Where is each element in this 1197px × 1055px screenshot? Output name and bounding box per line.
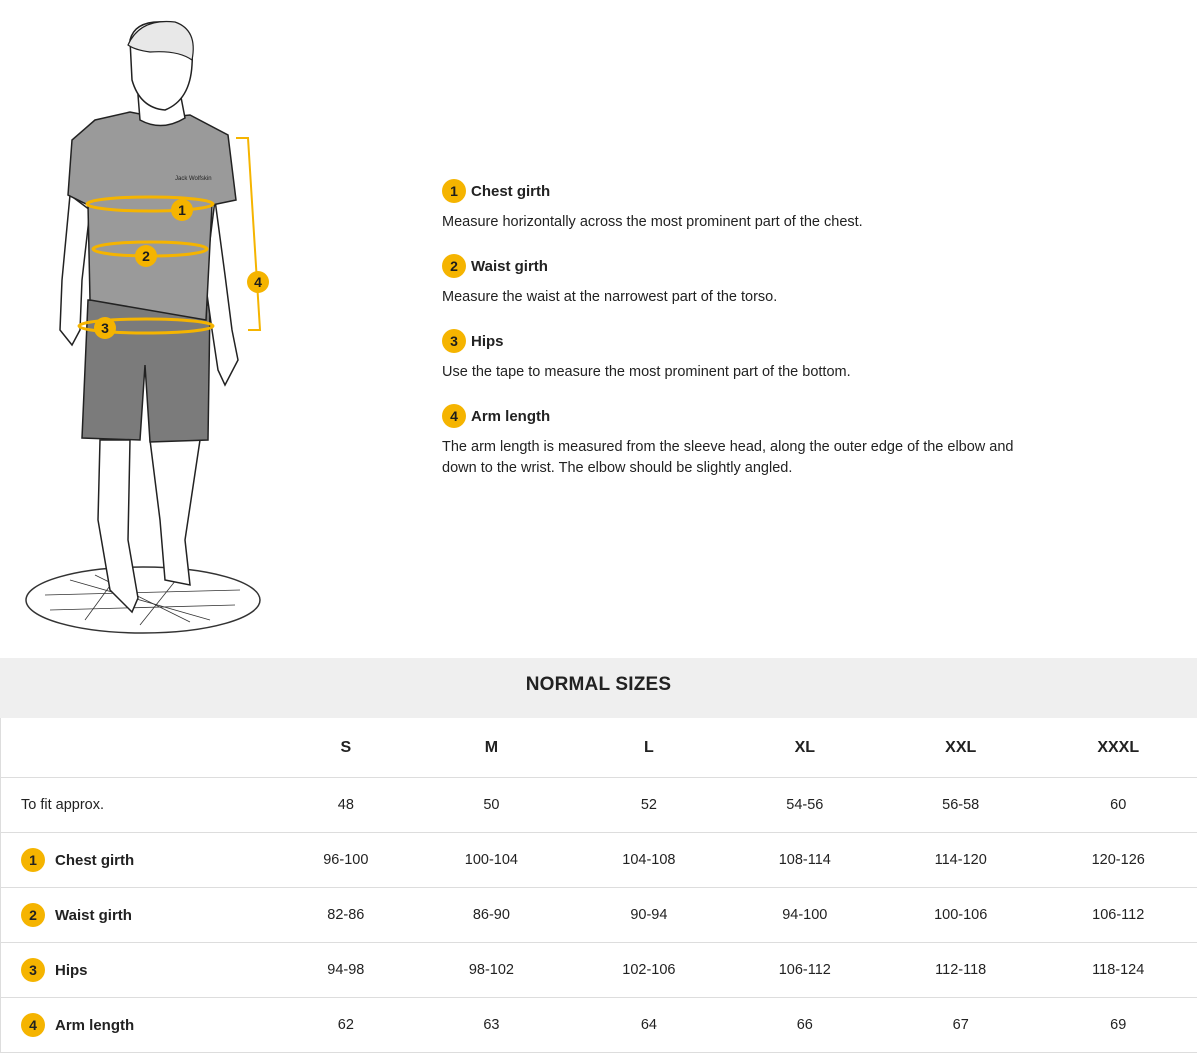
size-header-xxl: XXL xyxy=(882,718,1040,778)
table-cell: 118-124 xyxy=(1039,943,1197,998)
guide-description: Measure horizontally across the most prominent part of the chest. xyxy=(442,214,863,230)
table-row-chest xyxy=(1,833,1197,888)
guide-title: Hips xyxy=(471,332,504,350)
table-row-arm xyxy=(1,998,1197,1053)
measurement-illustration xyxy=(0,0,300,650)
guide-title: Arm length xyxy=(471,407,551,425)
row-label xyxy=(1,998,280,1053)
marker-2-waist: 2 xyxy=(135,245,157,267)
table-cell: 90-94 xyxy=(570,888,728,943)
table-cell: 52 xyxy=(570,778,728,833)
table-cell: 100-104 xyxy=(413,833,571,888)
table-row-fit xyxy=(1,778,1197,833)
table-cell: 50 xyxy=(413,778,571,833)
table-cell: 112-118 xyxy=(882,943,1040,998)
size-header-row xyxy=(1,718,1197,778)
row-label xyxy=(1,943,280,998)
marker-1-chest: 1 xyxy=(171,199,193,221)
guide-waist xyxy=(442,255,1042,308)
row-label-text: Chest girth xyxy=(55,851,135,869)
number-badge: 2 xyxy=(442,254,466,278)
guide-chest xyxy=(442,180,1042,233)
table-cell: 62 xyxy=(279,998,413,1053)
table-cell: 114-120 xyxy=(882,833,1040,888)
table-row-waist xyxy=(1,888,1197,943)
number-badge: 4 xyxy=(442,404,466,428)
table-cell: 94-98 xyxy=(279,943,413,998)
table-cell: 63 xyxy=(413,998,571,1053)
row-label-text: Waist girth xyxy=(55,906,132,924)
table-cell: 102-106 xyxy=(570,943,728,998)
table-cell: 104-108 xyxy=(570,833,728,888)
row-label xyxy=(1,888,280,943)
number-badge: 2 xyxy=(21,903,45,927)
size-header-s: S xyxy=(279,718,413,778)
table-cell: 69 xyxy=(1039,998,1197,1053)
table-cell: 98-102 xyxy=(413,943,571,998)
guide-description: The arm length is measured from the sleeve head, along the outer edge of the elbow and down to the wrist. The elbow should be slightly angled. xyxy=(442,439,1014,476)
marker-4-arm: 4 xyxy=(247,271,269,293)
row-label-text: Arm length xyxy=(55,1016,135,1034)
measuring-guide xyxy=(442,180,1042,501)
guide-title: Waist girth xyxy=(471,257,548,275)
row-label-text: Hips xyxy=(55,961,88,979)
guide-description: Measure the waist at the narrowest part of the torso. xyxy=(442,289,778,305)
guide-title: Chest girth xyxy=(471,182,551,200)
number-badge: 3 xyxy=(21,958,45,982)
guide-description: Use the tape to measure the most prominent part of the bottom. xyxy=(442,364,851,380)
shirt-logo-text: Jack Wolfskin xyxy=(175,176,212,182)
guide-arm xyxy=(442,405,1042,479)
table-cell: 106-112 xyxy=(728,943,882,998)
size-table xyxy=(0,718,1197,1053)
table-cell: 106-112 xyxy=(1039,888,1197,943)
table-cell: 82-86 xyxy=(279,888,413,943)
row-label: To fit approx. xyxy=(1,778,280,833)
number-badge: 1 xyxy=(21,848,45,872)
guide-hips xyxy=(442,330,1042,383)
table-cell: 48 xyxy=(279,778,413,833)
table-cell: 54-56 xyxy=(728,778,882,833)
size-header-xl: XL xyxy=(728,718,882,778)
table-cell: 66 xyxy=(728,998,882,1053)
table-cell: 96-100 xyxy=(279,833,413,888)
number-badge: 3 xyxy=(442,329,466,353)
size-header-m: M xyxy=(413,718,571,778)
section-title: NORMAL SIZES xyxy=(525,674,672,695)
table-cell: 108-114 xyxy=(728,833,882,888)
table-cell: 94-100 xyxy=(728,888,882,943)
table-cell: 60 xyxy=(1039,778,1197,833)
section-header xyxy=(0,658,1197,718)
table-cell: 86-90 xyxy=(413,888,571,943)
size-header-l: L xyxy=(570,718,728,778)
table-cell: 64 xyxy=(570,998,728,1053)
size-header-xxxl: XXXL xyxy=(1039,718,1197,778)
table-cell: 100-106 xyxy=(882,888,1040,943)
number-badge: 1 xyxy=(442,179,466,203)
table-cell: 56-58 xyxy=(882,778,1040,833)
row-label xyxy=(1,833,280,888)
man-figure-drawing xyxy=(0,0,300,650)
number-badge: 4 xyxy=(21,1013,45,1037)
marker-3-hips: 3 xyxy=(94,317,116,339)
table-cell: 120-126 xyxy=(1039,833,1197,888)
table-row-hips xyxy=(1,943,1197,998)
corner-cell xyxy=(1,718,280,778)
table-cell: 67 xyxy=(882,998,1040,1053)
